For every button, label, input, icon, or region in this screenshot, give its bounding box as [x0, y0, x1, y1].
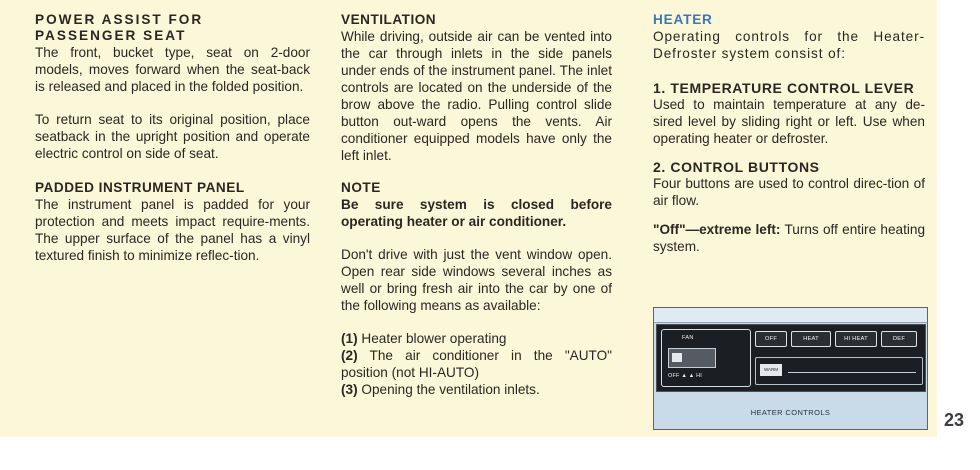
column-right — [653, 12, 925, 255]
slider-track — [788, 372, 916, 373]
note-heading: NOTE — [341, 180, 381, 195]
paragraph-ventilation: While driving, outside air can be vented into the car through inlets in the side panels under ends of the instrument panel. The inlet controls are located on the underside of the brow above the radio. Pulling control slide button out-ward opens the vents. Air conditioner equipped models have only the left inlet. — [341, 29, 612, 163]
heater-controls-figure — [653, 307, 928, 430]
ventilation-list — [341, 330, 612, 398]
off-mode-button: OFF — [755, 331, 787, 347]
off-label: "Off"—extreme left: — [653, 222, 781, 237]
list-item — [341, 381, 612, 398]
paragraph-padded-panel: The instrument panel is padded for your protection and meets impact require-ments. The upper surface of the panel has a vinyl textured finish to minimize reflec-tion. — [35, 197, 310, 263]
list-item — [341, 330, 612, 347]
list-text: Heater blower operating — [361, 331, 507, 346]
figure-top-band — [654, 308, 927, 323]
control-panel-illustration — [656, 324, 926, 392]
list-number: (2) — [341, 348, 358, 363]
column-middle — [341, 12, 612, 398]
list-number: (3) — [341, 382, 358, 397]
paragraph-heater-intro: Operating controls for the Heater-Defroster system consist of: — [653, 29, 925, 61]
warm-tag: WARM — [760, 364, 782, 376]
list-text: Opening the ventilation inlets. — [361, 382, 540, 397]
paragraph-seat-return: To return seat to its original position, place seatback in the upright position and operate electric control on side of seat. — [35, 112, 310, 161]
column-left — [35, 12, 310, 264]
paragraph-control-buttons: Four buttons are used to control direc-tion of air flow. — [653, 176, 925, 208]
def-mode-button: DEF — [881, 331, 917, 347]
list-item — [341, 347, 612, 381]
fan-knob — [672, 353, 682, 362]
fan-control — [661, 329, 751, 387]
fan-scale: OFF ▲ ▲ HI — [668, 373, 702, 379]
section-heading-ventilation: VENTILATION — [341, 12, 437, 27]
fan-label: FAN — [682, 335, 694, 341]
off-text: Turns off entire heating system. — [653, 222, 926, 254]
paragraph-temperature-lever: Used to maintain temperature at any de-sired level by sliding right or left. Use when operating heater or defroster. — [653, 97, 925, 146]
paragraph-seat-forward: The front, bucket type, seat on 2-door models, moves forward when the seat-back is released and placed in the folded position. — [35, 45, 310, 94]
section-heading-heater: HEATER — [653, 12, 713, 27]
item-heading-temperature-lever: 1. TEMPERATURE CONTROL LEVER — [653, 80, 915, 96]
fan-slot — [668, 348, 716, 368]
hi-heat-mode-button: HI HEAT — [835, 331, 877, 347]
heat-mode-button: HEAT — [791, 331, 831, 347]
paragraph-off-button — [653, 221, 925, 255]
list-number: (1) — [341, 331, 358, 346]
section-heading-padded-panel: PADDED INSTRUMENT PANEL — [35, 180, 245, 195]
temperature-slider — [755, 357, 923, 385]
mode-buttons — [755, 331, 921, 351]
list-text: The air conditioner in the "AUTO" position (not HI-AUTO) — [341, 348, 613, 380]
note-text: Be sure system is closed before operating heater or air conditioner. — [341, 197, 612, 229]
figure-caption: HEATER CONTROLS — [750, 408, 831, 417]
section-heading-power-assist: POWER ASSIST FOR PASSENGER SEAT — [35, 12, 204, 43]
paragraph-vent-window: Don't drive with just the vent window open. Open rear side windows several inches as well or bring fresh air into the car by one of the following means as available: — [341, 247, 612, 313]
item-heading-control-buttons: 2. CONTROL BUTTONS — [653, 159, 820, 175]
page-number: 23 — [944, 410, 965, 430]
